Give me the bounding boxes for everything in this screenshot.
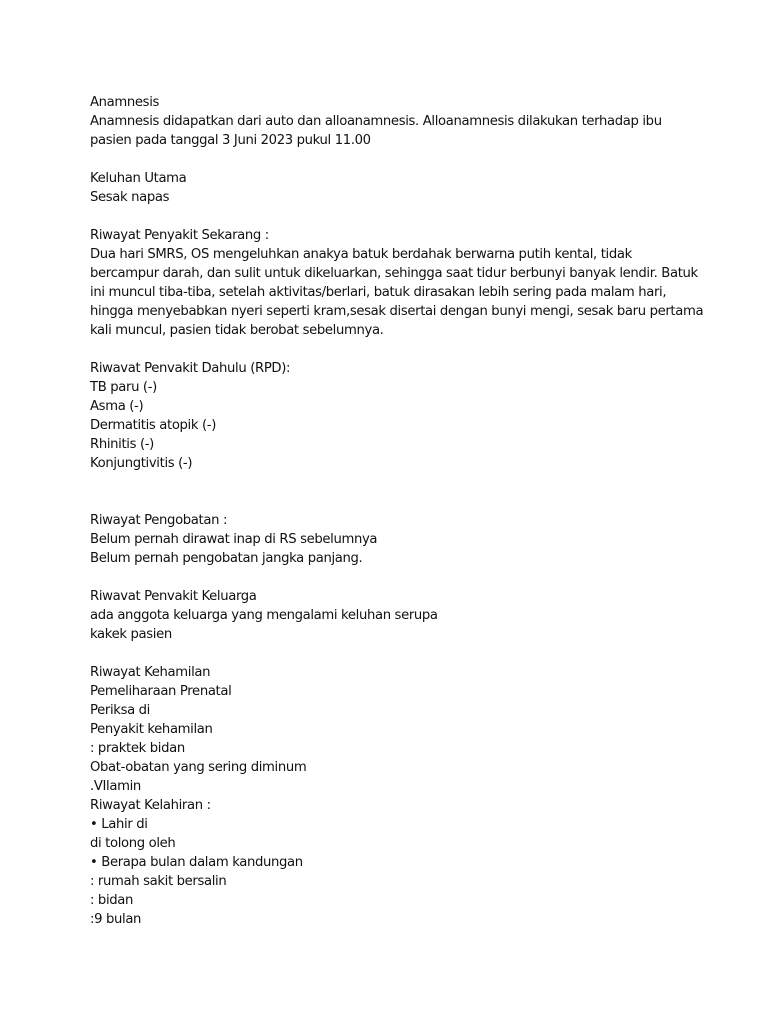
kelahiran-item: : rumah sakit bersalin (90, 874, 227, 889)
document-page (90, 93, 704, 929)
kelahiran-heading: Riwayat Kelahiran : (90, 798, 211, 813)
kehamilan-item: Obat-obatan yang sering diminum (90, 760, 307, 775)
anamnesis-text-line: Anamnesis didapatkan dari auto dan alloanamnesis. Alloanamnesis dilakukan terhadap ibu (90, 114, 662, 129)
kehamilan-item: .VIlamin (90, 779, 141, 794)
keluarga-item: kakek pasien (90, 627, 172, 642)
rpd-item: Konjungtivitis (-) (90, 456, 193, 471)
kehamilan-item: Periksa di (90, 703, 150, 718)
kelahiran-item: : bidan (90, 893, 134, 908)
rpd-item: Rhinitis (-) (90, 437, 154, 452)
kelahiran-item: • Lahir di (90, 817, 148, 832)
kelahiran-item: • Berapa bulan dalam kandungan (90, 855, 303, 870)
keluhan-utama-heading: Keluhan Utama (90, 171, 187, 186)
kehamilan-item: : praktek bidan (90, 741, 185, 756)
rps-text-line: kali muncul, pasien tidak berobat sebelumnya. (90, 323, 384, 338)
pengobatan-item: Belum pernah dirawat inap di RS sebelumnya (90, 532, 378, 547)
keluhan-utama-value: Sesak napas (90, 190, 170, 205)
anamnesis-heading: Anamnesis (90, 95, 160, 110)
kelahiran-item: :9 bulan (90, 912, 142, 927)
kelahiran-item: di tolong oleh (90, 836, 176, 851)
rpd-heading: Riwavat Penvakit Dahulu (RPD): (90, 361, 291, 376)
rps-text-line: hingga menyebabkan nyeri seperti kram,sesak disertai dengan bunyi mengi, sesak baru pertama (90, 304, 704, 319)
rpd-item: TB paru (-) (90, 380, 157, 395)
kehamilan-item: Pemeliharaan Prenatal (90, 684, 232, 699)
keluarga-heading: Riwavat Penvakit Keluarga (90, 589, 257, 604)
pengobatan-heading: Riwayat Pengobatan : (90, 513, 228, 528)
rps-text-line: ini muncul tiba-tiba, setelah aktivitas/berlari, batuk dirasakan lebih sering pada malam hari, (90, 285, 667, 300)
pengobatan-item: Belum pernah pengobatan jangka panjang. (90, 551, 363, 566)
rpd-item: Dermatitis atopik (-) (90, 418, 216, 433)
rps-text-line: Dua hari SMRS, OS mengeluhkan anakya batuk berdahak berwarna putih kental, tidak (90, 247, 632, 262)
keluarga-item: ada anggota keluarga yang mengalami keluhan serupa (90, 608, 438, 623)
rpd-item: Asma (-) (90, 399, 144, 414)
anamnesis-text-line: pasien pada tanggal 3 Juni 2023 pukul 11.00 (90, 133, 371, 148)
kehamilan-heading: Riwayat Kehamilan (90, 665, 211, 680)
rps-heading: Riwayat Penyakit Sekarang : (90, 228, 269, 243)
rps-text-line: bercampur darah, dan sulit untuk dikeluarkan, sehingga saat tidur berbunyi banyak lendir. Batuk (90, 266, 698, 281)
kehamilan-item: Penyakit kehamilan (90, 722, 213, 737)
